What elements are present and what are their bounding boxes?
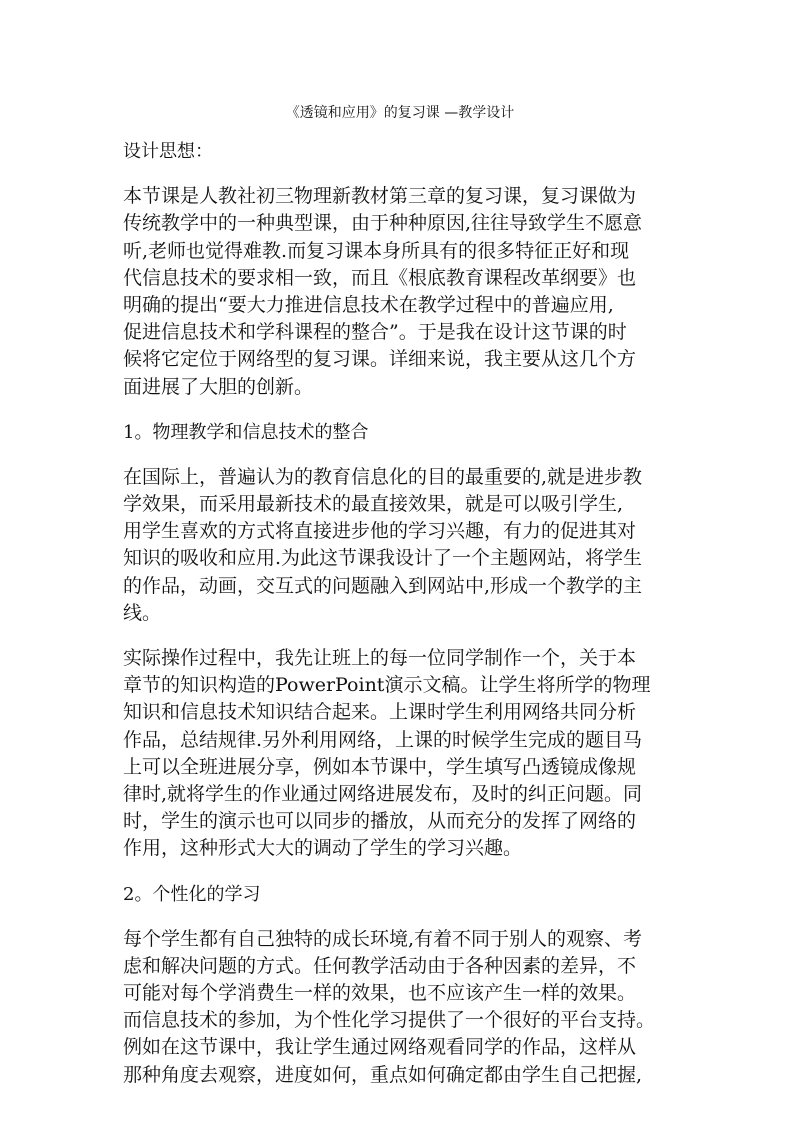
paragraph-line: 律时,就将学生的作业通过网络进展发布，及时的纠正问题。同 <box>123 782 643 805</box>
paragraph-line: 候将它定位于网络型的复习课。详细来说，我主要从这几个方 <box>123 348 637 371</box>
paragraph-line: 用学生喜欢的方式将直接进步他的学习兴趣，有力的促进其对 <box>123 520 637 543</box>
paragraph-line: 线。 <box>123 601 162 624</box>
paragraph-line: 促进信息技术和学科课程的整合”。于是我在设计这节课的时 <box>123 321 627 344</box>
paragraph-personalized <box>123 926 693 1089</box>
paragraph-line: 知识的吸收和应用.为此这节课我设计了一个主题网站，将学生 <box>123 547 643 570</box>
paragraph-line: 学效果，而采用最新技术的最直接效果，就是可以吸引学生, <box>123 493 624 516</box>
paragraph-line: 面进展了大胆的创新。 <box>123 375 314 398</box>
design-heading: 设计思想： <box>123 141 213 162</box>
section-heading-personalized: 2。个性化的学习 <box>123 883 261 905</box>
paragraph-line: 例如在这节课中，我让学生通过网络观看同学的作品，这样从 <box>123 1036 637 1059</box>
paragraph-line: 代信息技术的要求相一致，而且《根底教育课程改革纲要》也 <box>123 266 637 289</box>
paragraph-line: 那种角度去观察，进度如何，重点如何确定都由学生自己把握, <box>123 1063 643 1086</box>
paragraph-line: 的作品，动画，交互式的问题融入到网站中,形成一个教学的主 <box>123 574 643 597</box>
document-title: 《透镜和应用》的复习课 —教学设计 <box>285 105 515 121</box>
paragraph-line: 作品，总结规律.另外利用网络，上课的时候学生完成的题目马 <box>123 728 643 751</box>
paragraph-line: 实际操作过程中，我先让班上的每一位同学制作一个，关于本 <box>123 647 637 669</box>
section-heading-integration: 1。物理教学和信息技术的整合 <box>123 421 369 443</box>
paragraph-line: 可能对每个学消费生一样的效果，也不应该产生一样的效果。 <box>123 982 637 1005</box>
paragraph-line: 章节的知识构造的PowerPoint演示文稿。让学生将所学的物理 <box>123 674 651 697</box>
paragraph-line: 听,老师也觉得难教.而复习课本身所具有的很多特征正好和现 <box>123 239 630 262</box>
paragraph-line: 本节课是人教社初三物理新教材第三章的复习课，复习课做为 <box>123 185 637 208</box>
paragraph-line: 作用，这种形式大大的调动了学生的学习兴趣。 <box>123 837 523 860</box>
paragraph-line: 每个学生都有自己独特的成长环境,有着不同于别人的观察、考 <box>123 927 643 950</box>
paragraph-integration <box>123 464 693 627</box>
paragraph-line: 在国际上，普遍认为的教育信息化的目的最重要的,就是进步教 <box>123 465 643 488</box>
paragraph-line: 虑和解决问题的方式。任何教学活动由于各种因素的差异，不 <box>123 954 637 977</box>
paragraph-line: 知识和信息技术知识结合起来。上课时学生利用网络共同分析 <box>123 701 637 724</box>
paragraph-practice <box>123 645 693 863</box>
paragraph-line: 上可以全班进展分享，例如本节课中，学生填写凸透镜成像规 <box>123 755 637 778</box>
paragraph-line: 时，学生的演示也可以同步的播放，从而充分的发挥了网络的 <box>123 810 637 833</box>
document-body <box>123 138 693 1089</box>
paragraph-intro <box>123 183 693 401</box>
paragraph-line: 传统教学中的一种典型课，由于种种原因,往往导致学生不愿意 <box>123 212 643 235</box>
paragraph-line: 而信息技术的参加，为个性化学习提供了一个很好的平台支持。 <box>123 1009 656 1032</box>
paragraph-line: 明确的提出“要大力推进信息技术在教学过程中的普遍应用, <box>123 293 614 316</box>
